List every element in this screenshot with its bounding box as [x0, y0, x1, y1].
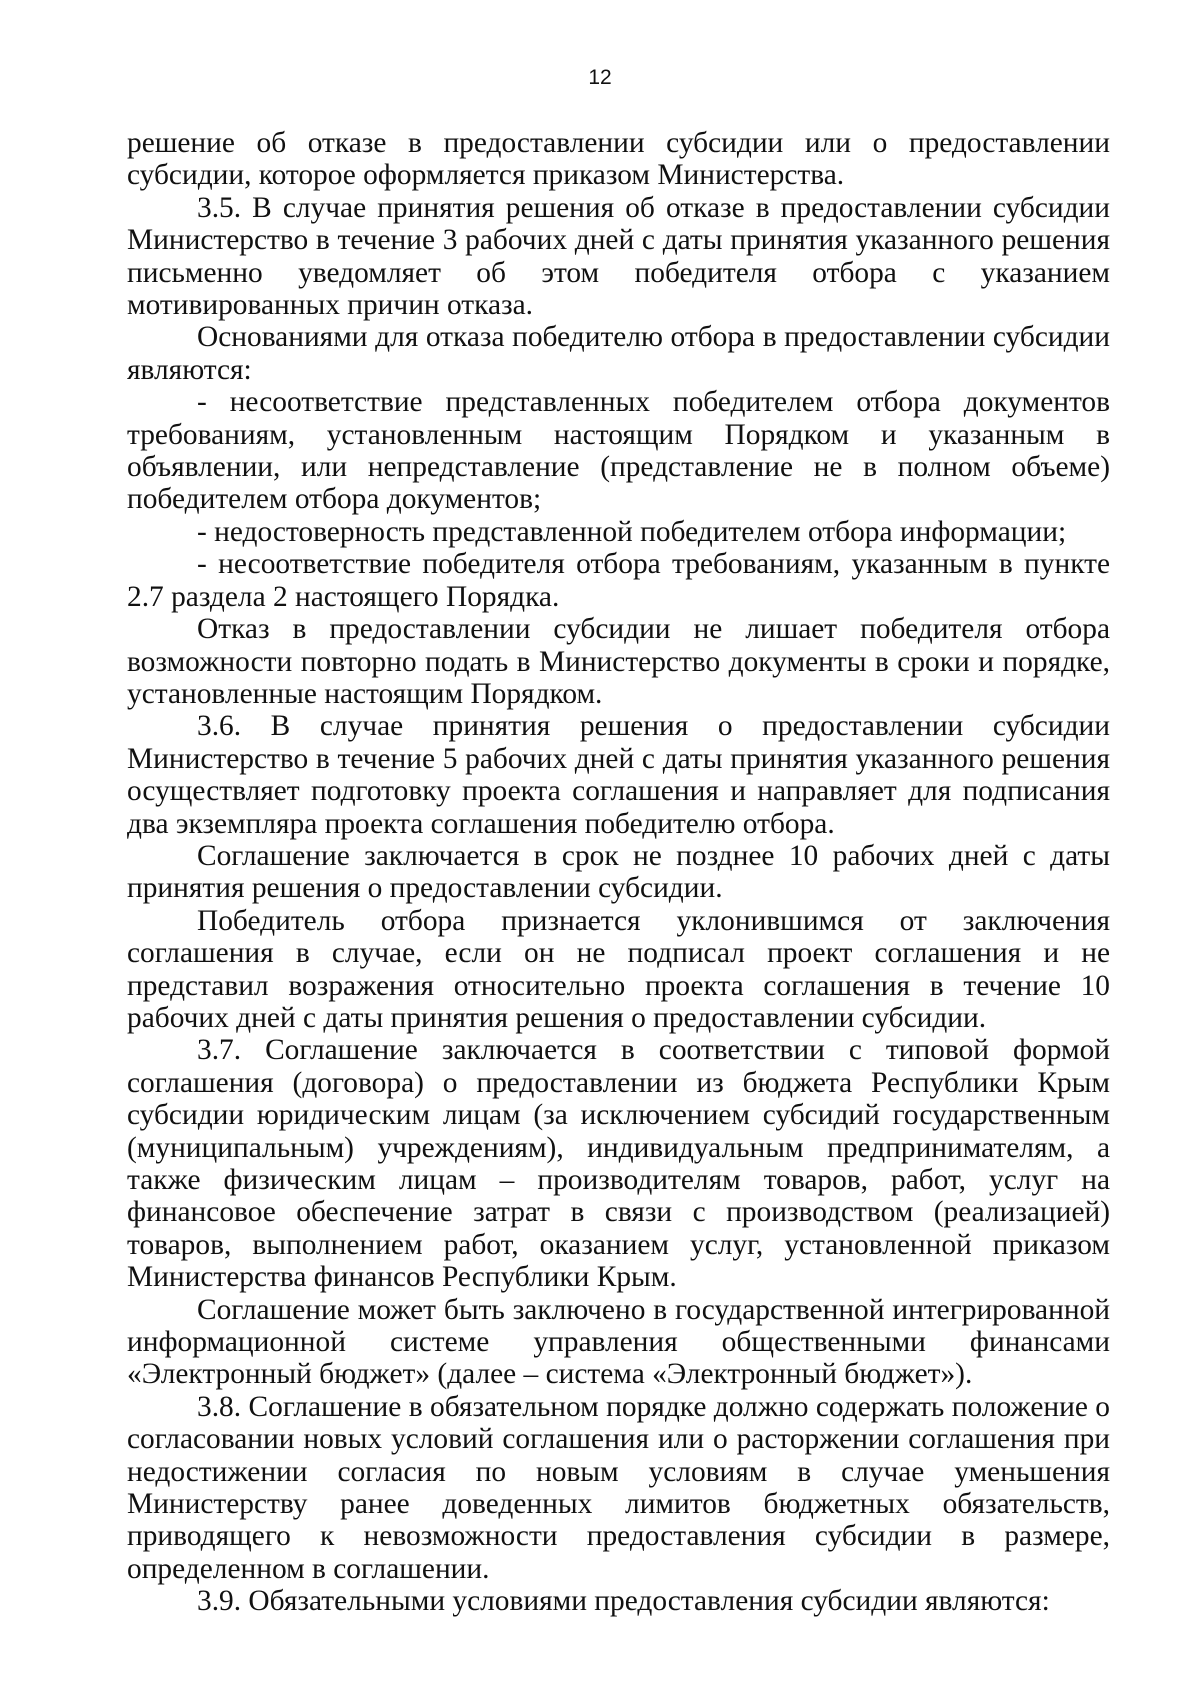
list-item: - несоответствие представленных победителем отбора документов требованиям, установленным настоящим Порядком и указанным в объявлении, или непредставление (представление не в полном объеме) победителем отбора документов;: [127, 386, 1110, 516]
paragraph: Соглашение заключается в срок не позднее 10 рабочих дней с даты принятия решения о предоставлении субсидии.: [127, 839, 1110, 905]
paragraph-3-7: 3.7. Соглашение заключается в соответствии с типовой формой соглашения (договора) о предоставлении из бюджета Республики Крым субсидии юридическим лицам (за исключением субсидий государственным (муниципальным) учреждениям), индивидуальным предпринимателям, а также физическим лицам – производителям товаров, работ, услуг на финансовое обеспечение затрат в связи с производством (реализацией) товаров, выполнением работ, оказанием услуг, установленной приказом Министерства финансов Республики Крым.: [127, 1034, 1110, 1294]
paragraph: решение об отказе в предоставлении субсидии или о предоставлении субсидии, которое оформляется приказом Министерства.: [127, 127, 1110, 192]
paragraph: Соглашение может быть заключено в государственной интегрированной информационной системе управления общественными финансами «Электронный бюджет» (далее – система «Электронный бюджет»).: [127, 1293, 1110, 1391]
paragraph-3-6: 3.6. В случае принятия решения о предоставлении субсидии Министерство в течение 5 рабочих дней с даты принятия указанного решения осуществляет подготовку проекта соглашения и направляет для подписания два экземпляра проекта соглашения победителю отбора.: [127, 710, 1110, 840]
page-number: 12: [588, 66, 612, 89]
list-item: - недостоверность представленной победителем отбора информации;: [197, 515, 1067, 548]
paragraph: Отказ в предоставлении субсидии не лишает победителя отбора возможности повторно подать в Министерство документы в сроки и порядке, установленные настоящим Порядком.: [127, 613, 1110, 710]
document-body: [127, 127, 1110, 1618]
paragraph-3-8: 3.8. Соглашение в обязательном порядке должно содержать положение о согласовании новых условий соглашения или о расторжении соглашения при недостижении согласия по новым условиям в случае уменьшения Министерству ранее доведенных лимитов бюджетных обязательств, приводящего к невозможности предоставления субсидии в размере, определенном в соглашении.: [127, 1390, 1110, 1585]
list-item: - несоответствие победителя отбора требованиям, указанным в пункте 2.7 раздела 2 настоящего Порядка.: [127, 548, 1110, 613]
paragraph-3-5: 3.5. В случае принятия решения об отказе в предоставлении субсидии Министерство в течение 3 рабочих дней с даты принятия указанного решения письменно уведомляет об этом победителя отбора с указанием мотивированных причин отказа.: [127, 191, 1110, 322]
paragraph: Победитель отбора признается уклонившимся от заключения соглашения в случае, если он не подписал проект соглашения и не представил возражения относительно проекта соглашения в течение 10 рабочих дней с даты принятия решения о предоставлении субсидии.: [127, 904, 1110, 1034]
paragraph-3-9: 3.9. Обязательными условиями предоставления субсидии являются:: [197, 1585, 1050, 1618]
paragraph: Основаниями для отказа победителю отбора в предоставлении субсидии являются:: [127, 321, 1110, 386]
